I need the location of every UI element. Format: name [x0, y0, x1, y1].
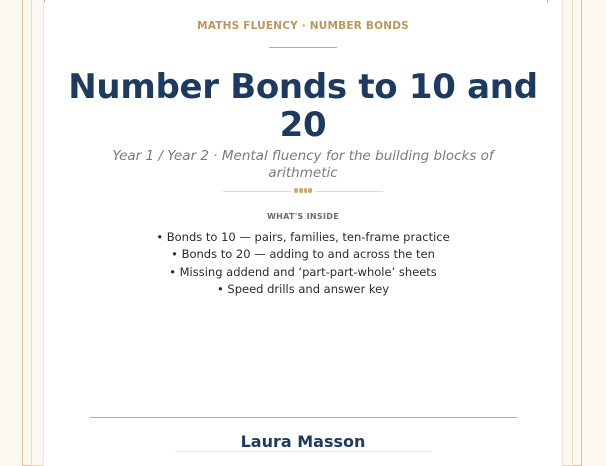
list-item: • Bonds to 10 — pairs, families, ten-frame practice	[156, 230, 450, 244]
list-item: • Missing addend and ‘part-part-whole’ sheets	[169, 264, 437, 279]
list-item: • Speed drills and answer key	[216, 281, 390, 296]
ornament-line-right	[315, 191, 383, 192]
contents-list	[100, 229, 506, 298]
ornament-divider	[223, 186, 383, 196]
page-subtitle: Year 1 / Year 2 · Mental fluency for the building blocks of arithmetic	[112, 148, 494, 181]
category-eyebrow: MATHS FLUENCY · NUMBER BONDS	[197, 20, 409, 32]
corner-tick-left	[44, 0, 45, 2]
author-name: Laura Masson	[240, 432, 366, 451]
corner-tick-right	[547, 0, 548, 2]
contents-heading: WHAT'S INSIDE	[267, 212, 339, 221]
footer-faint-line	[175, 451, 431, 452]
ornament-dot	[299, 188, 303, 193]
ornament-dots	[294, 188, 312, 194]
page-title: Number Bonds to 10 and 20	[68, 67, 538, 145]
eyebrow-divider	[269, 47, 337, 48]
ornament-dot	[304, 188, 308, 193]
ornament-dot	[308, 188, 312, 193]
list-item: • Bonds to 20 — adding to and across the ten	[171, 247, 435, 262]
author-divider	[90, 417, 517, 418]
ornament-dot	[294, 188, 298, 193]
ornament-line-left	[223, 191, 291, 192]
